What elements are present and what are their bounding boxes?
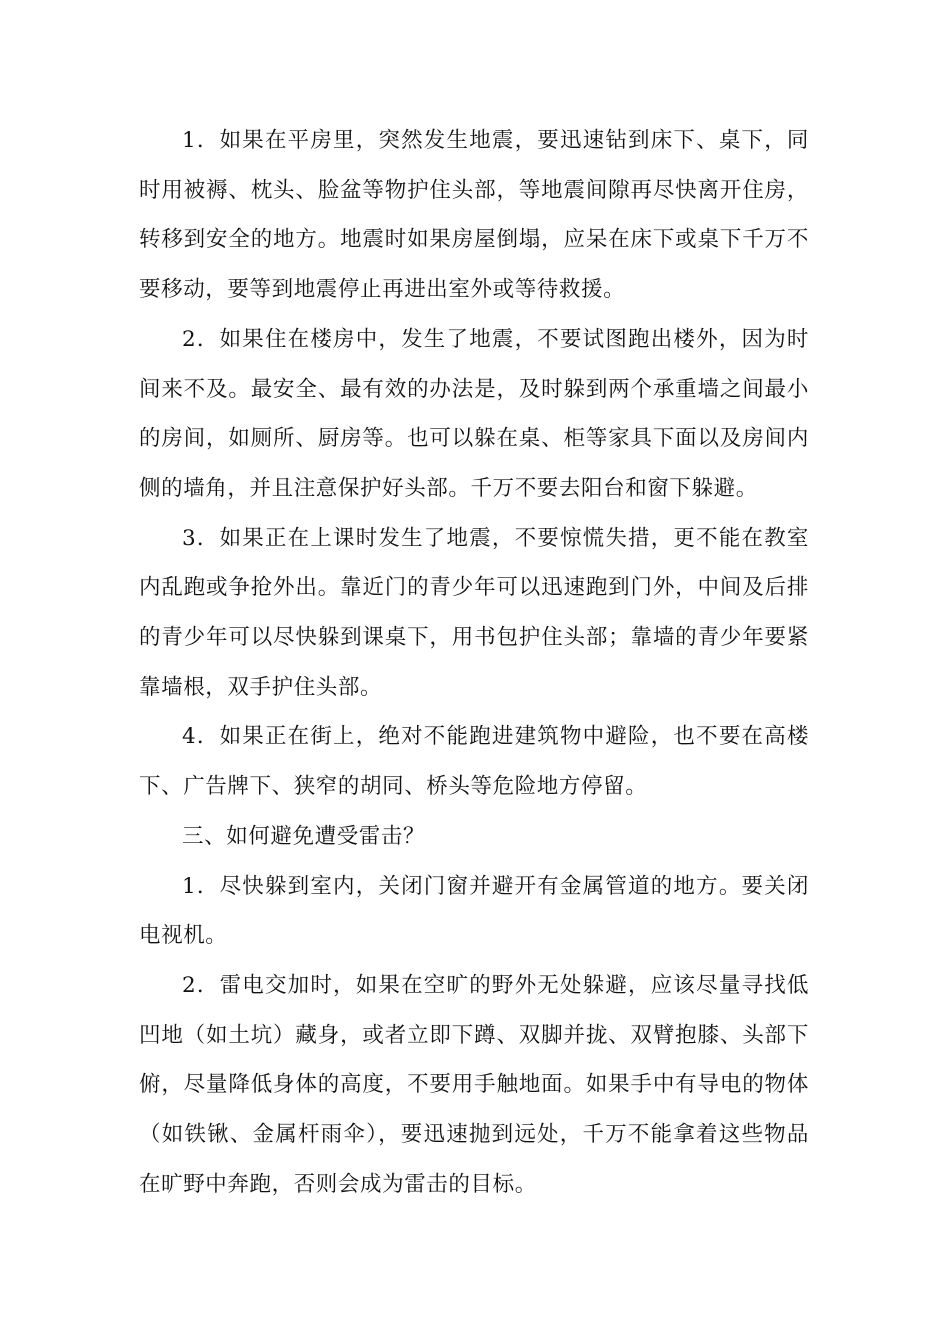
- section-heading-lightning: 三、如何避免遭受雷击？: [182, 823, 426, 849]
- paragraph-lightning-outdoors: 2．雷电交加时，如果在空旷的野外无处躲避，应该尽量寻找低凹地（如土坑）藏身，或者立即下蹲、双脚并拢、双臂抱膝、头部下俯，尽量降低身体的高度，不要用手触地面。如果手中有导电的物体（如铁锹、金属杆雨伞），要迅速抛到远处，千万不能拿着这些物品在旷野中奔跑，否则会成为雷击的目标。: [139, 972, 809, 1197]
- paragraph-earthquake-street: 4．如果正在街上，绝对不能跑进建筑物中避险，也不要在高楼下、广告牌下、狭窄的胡同、桥头等危险地方停留。: [139, 724, 809, 800]
- paragraph-earthquake-bungalow: 1．如果在平房里，突然发生地震，要迅速钻到床下、桌下，同时用被褥、枕头、脸盆等物护住头部，等地震间隙再尽快离开住房，转移到安全的地方。地震时如果房屋倒塌，应呆在床下或桌下千万不要移动，要等到地震停止再进出室外或等待救援。: [139, 128, 809, 303]
- paragraph-lightning-indoors: 1．尽快躲到室内，关闭门窗并避开有金属管道的地方。要关闭电视机。: [139, 873, 809, 949]
- paragraph-earthquake-building: 2．如果住在楼房中，发生了地震，不要试图跑出楼外，因为时间来不及。最安全、最有效的办法是，及时躲到两个承重墙之间最小的房间，如厕所、厨房等。也可以躲在桌、柜等家具下面以及房间内侧的墙角，并且注意保护好头部。千万不要去阳台和窗下躲避。: [139, 326, 809, 501]
- paragraph-earthquake-classroom: 3．如果正在上课时发生了地震，不要惊慌失措，更不能在教室内乱跑或争抢外出。靠近门的青少年可以迅速跑到门外，中间及后排的青少年可以尽快躲到课桌下，用书包护住头部；靠墙的青少年要紧靠墙根，双手护住头部。: [139, 525, 809, 700]
- document-body: [139, 116, 809, 1209]
